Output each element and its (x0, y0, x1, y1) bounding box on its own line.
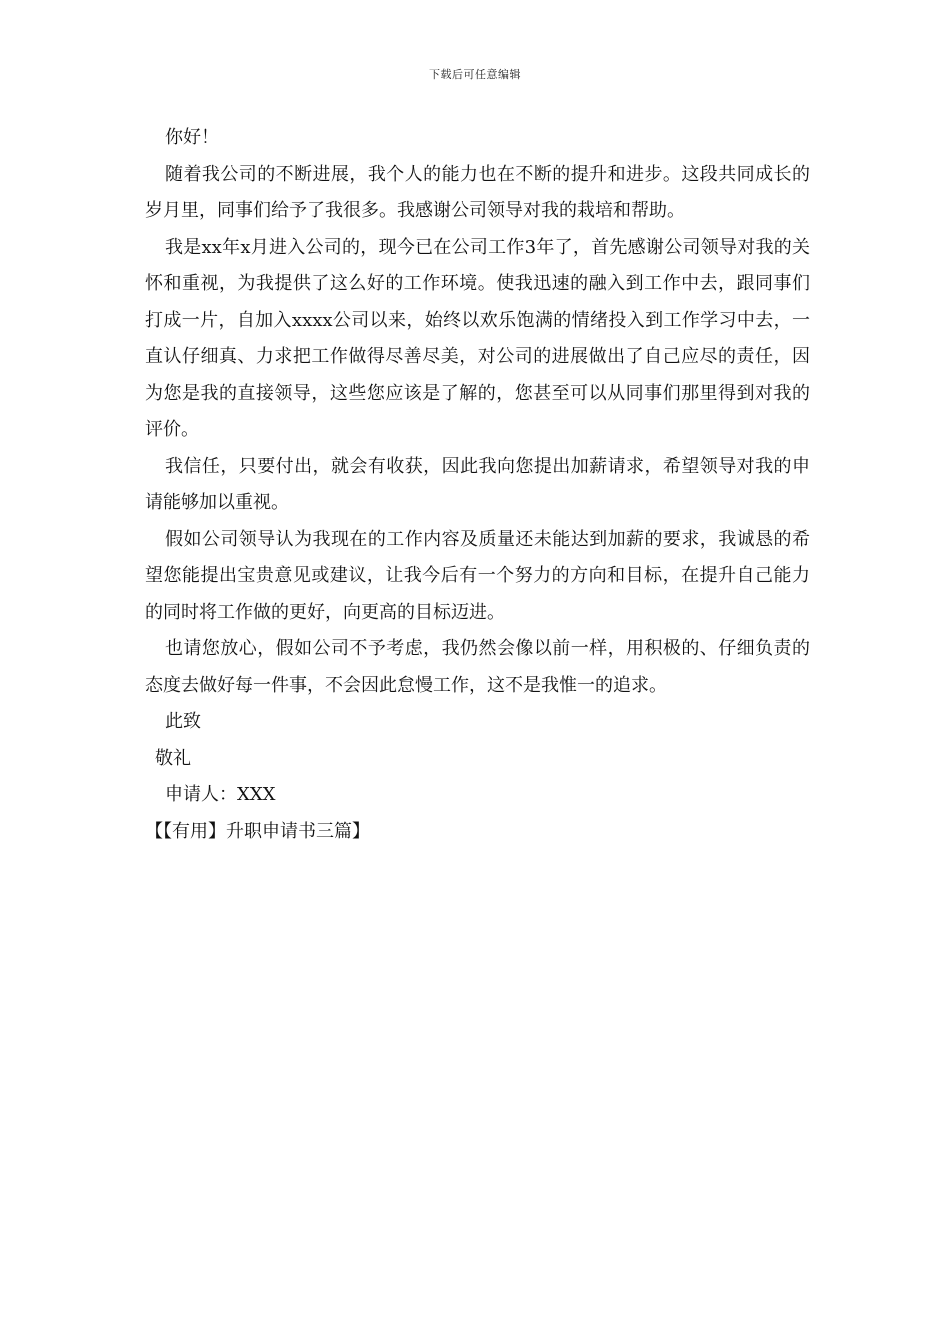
page-header: 下载后可任意编辑 (429, 68, 521, 81)
signature: 申请人：XXX (165, 784, 276, 805)
paragraph-1: 随着我公司的不断进展，我个人的能力也在不断的提升和进步。这段共同成长的岁月里，同事们给予了我很多。我感谢公司领导对我的栽培和帮助。 (145, 163, 810, 221)
paragraph-4: 假如公司领导认为我现在的工作内容及质量还未能达到加薪的要求，我诚恳的希望您能提出宝贵意见或建议，让我今后有一个努力的方向和目标，在提升自己能力的同时将工作做的更好，向更高的目标迈进。 (145, 528, 810, 623)
next-article-title: 【【有用】升职申请书三篇】 (145, 820, 370, 842)
salute: 敬礼 (155, 747, 191, 769)
paragraph-2: 我是xx年x月进入公司的，现今已在公司工作3年了，首先感谢公司领导对我的关怀和重视，为我提供了这么好的工作环境。使我迅速的融入到工作中去，跟同事们打成一片，自加入xxxx公司以来，始终以欢乐饱满的情绪投入到工作学习中去，一直认仔细真、力求把工作做得尽善尽美，对公司的进展做出了自己应尽的责任，因为您是我的直接领导，这些您应该是了解的，您甚至可以从同事们那里得到对我的评价。 (145, 236, 810, 440)
closing: 此致 (165, 711, 201, 732)
letter-body (145, 120, 810, 850)
greeting: 你好！ (165, 127, 219, 148)
paragraph-5: 也请您放心，假如公司不予考虑，我仍然会像以前一样，用积极的、仔细负责的态度去做好每一件事，不会因此怠慢工作，这不是我惟一的追求。 (145, 638, 810, 696)
paragraph-3: 我信任，只要付出，就会有收获，因此我向您提出加薪请求，希望领导对我的申请能够加以重视。 (145, 455, 810, 513)
